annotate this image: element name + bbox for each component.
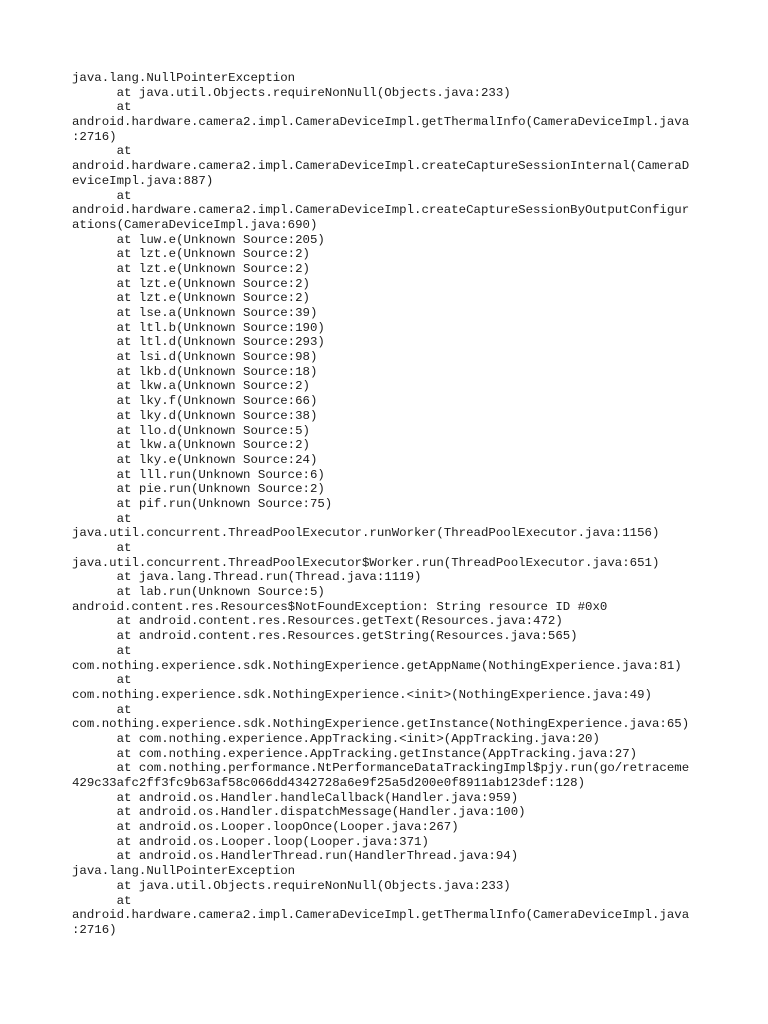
stack-trace-line: at lll.run(Unknown Source:6) <box>72 467 325 482</box>
stack-trace-line: at <box>72 673 132 688</box>
stack-trace-line: at lse.a(Unknown Source:39) <box>72 306 318 320</box>
stack-trace-line: java.util.concurrent.ThreadPoolExecutor.runWorker(ThreadPoolExecutor.java:1156) <box>72 526 660 541</box>
stack-trace-line: at <box>72 702 132 717</box>
stack-trace-line: at pie.run(Unknown Source:2) <box>72 482 325 497</box>
stack-trace-line: android.hardware.camera2.impl.CameraDeviceImpl.getThermalInfo(CameraDeviceImpl.java <box>72 908 690 923</box>
stack-trace-line: at lsi.d(Unknown Source:98) <box>72 350 318 365</box>
stack-trace-line: java.lang.NullPointerException <box>72 864 296 879</box>
stack-trace-line: at com.nothing.experience.AppTracking.<init>(AppTracking.java:20) <box>72 731 600 746</box>
stack-trace-line: at <box>72 144 132 159</box>
stack-trace-line: at java.util.Objects.requireNonNull(Objects.java:233) <box>72 878 511 893</box>
stack-trace-line: at lky.d(Unknown Source:38) <box>72 408 318 423</box>
stack-trace-line: at com.nothing.performance.NtPerformanceDataTrackingImpl$pjy.run(go/retraceme <box>72 761 690 776</box>
stack-trace-line: at android.os.HandlerThread.run(HandlerThread.java:94) <box>72 849 519 864</box>
stack-trace-line: android.hardware.camera2.impl.CameraDeviceImpl.createCaptureSessionInternal(CameraD <box>72 159 690 174</box>
stack-trace-line: at pif.run(Unknown Source:75) <box>72 496 333 511</box>
stack-trace-line: ations(CameraDeviceImpl.java:690) <box>72 217 318 232</box>
stack-trace-line: at android.content.res.Resources.getString(Resources.java:565) <box>72 629 578 644</box>
stack-trace-line: java.lang.NullPointerException <box>72 71 296 85</box>
stack-trace-line: at llo.d(Unknown Source:5) <box>72 423 310 438</box>
stack-trace-line: at lab.run(Unknown Source:5) <box>72 585 325 600</box>
stack-trace-line: at <box>72 100 132 115</box>
stack-trace-line: at java.lang.Thread.run(Thread.java:1119) <box>72 570 422 585</box>
stack-trace-line: android.hardware.camera2.impl.CameraDeviceImpl.getThermalInfo(CameraDeviceImpl.java <box>72 115 690 130</box>
stack-trace-line: at com.nothing.experience.AppTracking.getInstance(AppTracking.java:27) <box>72 746 638 761</box>
stack-trace-line: at <box>72 188 132 203</box>
stack-trace-line: com.nothing.experience.sdk.NothingExperience.<init>(NothingExperience.java:49) <box>72 687 652 702</box>
stack-trace-line: com.nothing.experience.sdk.NothingExperience.getInstance(NothingExperience.java:65) <box>72 717 690 732</box>
stack-trace-line: android.hardware.camera2.impl.CameraDeviceImpl.createCaptureSessionByOutputConfigur <box>72 203 690 218</box>
stack-trace-line: at android.os.Looper.loopOnce(Looper.java:267) <box>72 820 459 835</box>
stack-trace-line: at android.os.Looper.loop(Looper.java:371) <box>72 834 429 849</box>
stack-trace-line: :2716) <box>72 922 117 937</box>
stack-trace-line: at lzt.e(Unknown Source:2) <box>72 276 310 291</box>
stack-trace-line: at lky.e(Unknown Source:24) <box>72 452 318 467</box>
stack-trace-line: at <box>72 893 132 908</box>
stack-trace-line: android.content.res.Resources$NotFoundException: String resource ID #0x0 <box>72 599 608 614</box>
stack-trace-line: at android.os.Handler.dispatchMessage(Handler.java:100) <box>72 805 526 820</box>
stack-trace-line: at lkw.a(Unknown Source:2) <box>72 438 310 453</box>
stack-trace-line: at lzt.e(Unknown Source:2) <box>72 261 310 276</box>
stack-trace-line: at ltl.b(Unknown Source:190) <box>72 320 325 335</box>
stack-trace-line: at <box>72 511 132 526</box>
stack-trace-line: :2716) <box>72 129 117 144</box>
stack-trace-line: at luw.e(Unknown Source:205) <box>72 232 325 247</box>
stack-trace-line: at java.util.Objects.requireNonNull(Objects.java:233) <box>72 85 511 100</box>
stack-trace-line: at lzt.e(Unknown Source:2) <box>72 247 310 262</box>
stack-trace-line: at android.content.res.Resources.getText(Resources.java:472) <box>72 614 563 629</box>
stack-trace-line: 429c33afc2ff3fc9b63af58c066dd4342728a6e9f25a5d200e0f8911ab123def:128) <box>72 776 586 790</box>
stack-trace-line: com.nothing.experience.sdk.NothingExperience.getAppName(NothingExperience.java:81) <box>72 658 682 673</box>
stack-trace-line: at lky.f(Unknown Source:66) <box>72 394 318 409</box>
stack-trace-line: at <box>72 541 132 555</box>
stack-trace-line: at lkb.d(Unknown Source:18) <box>72 364 318 379</box>
stack-trace-text <box>72 71 702 938</box>
stack-trace-line: at lkw.a(Unknown Source:2) <box>72 379 310 394</box>
stack-trace-line: eviceImpl.java:887) <box>72 173 214 188</box>
stack-trace-line: java.util.concurrent.ThreadPoolExecutor$Worker.run(ThreadPoolExecutor.java:651) <box>72 555 660 570</box>
stack-trace-line: at ltl.d(Unknown Source:293) <box>72 335 325 350</box>
stack-trace-line: at <box>72 643 132 658</box>
stack-trace-line: at android.os.Handler.handleCallback(Handler.java:959) <box>72 790 519 805</box>
stack-trace-line: at lzt.e(Unknown Source:2) <box>72 291 310 306</box>
